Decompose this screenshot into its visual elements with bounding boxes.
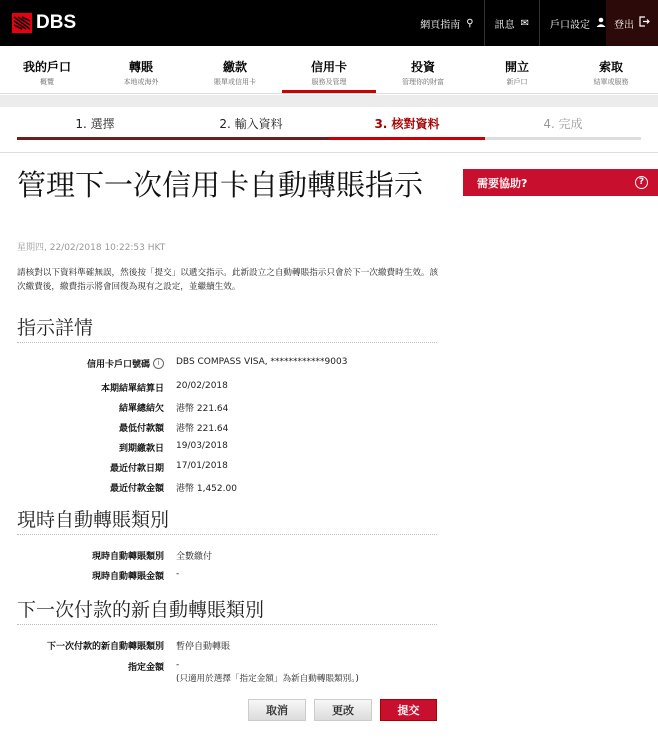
current-row-amount	[0, 569, 440, 585]
nav-label: 索取	[598, 60, 623, 74]
nav-label: 轉賬	[128, 60, 153, 74]
main-nav	[0, 46, 658, 94]
step-select: 1. 選擇	[17, 112, 173, 140]
account-settings-label: 戶口設定	[550, 19, 590, 31]
detail-row-last-payment-date	[0, 461, 440, 477]
detail-note: (只適用於選擇「指定金額」為新自動轉賬類別。)	[176, 674, 359, 684]
detail-value: DBS COMPASS VISA, ************9003	[176, 357, 348, 367]
detail-label: 指定金額	[127, 663, 164, 673]
nav-label: 信用卡	[310, 60, 347, 74]
next-row-amount	[0, 660, 440, 690]
nav-label: 開立	[504, 60, 529, 74]
section-heading-next: 下一次付款的新自動轉賬類別	[17, 599, 265, 621]
dbs-logo[interactable]	[12, 12, 76, 34]
user-icon	[596, 17, 606, 30]
detail-label: 最近付款金額	[109, 484, 164, 494]
step-input: 2. 輸入資料	[173, 112, 329, 140]
nav-label: 我的戶口	[22, 60, 71, 74]
nav-my-accounts[interactable]	[0, 46, 94, 93]
detail-row-statement-balance	[0, 401, 440, 417]
detail-value: -	[176, 660, 180, 670]
detail-label: 信用卡戶口號碼 i	[87, 357, 164, 370]
nav-sublabel: 概覽	[40, 78, 54, 86]
nav-sublabel: 賬單或信用卡	[214, 78, 256, 86]
nav-sublabel: 結單或服務	[593, 78, 629, 86]
brand-name: DBS	[36, 12, 77, 33]
help-label: 需要協助?	[477, 176, 528, 190]
help-panel[interactable]	[463, 169, 658, 196]
logout-icon	[639, 16, 650, 30]
detail-row-card-account	[0, 357, 440, 373]
progress-steps	[17, 112, 641, 140]
detail-value: 全數繳付	[176, 552, 213, 562]
detail-value: 港幣 1,452.00	[176, 484, 237, 494]
detail-label: 最低付款額	[118, 424, 164, 434]
timestamp: 星期四, 22/02/2018 10:22:53 HKT	[17, 243, 166, 253]
logout-label: 登出	[614, 19, 634, 31]
detail-label: 下一次付款的新自動轉賬類別	[46, 642, 164, 652]
messages-label: 訊息	[494, 19, 515, 31]
section-heading-current: 現時自動轉賬類別	[17, 509, 170, 531]
nav-invest[interactable]	[376, 46, 470, 93]
section-divider	[17, 534, 437, 535]
grey-strip	[0, 95, 658, 107]
nav-sublabel: 服務及管理	[311, 78, 347, 86]
dbs-logo-icon	[12, 13, 32, 33]
detail-label: 結單總結欠	[118, 404, 164, 414]
logout-button[interactable]	[606, 0, 658, 46]
detail-row-due-date	[0, 441, 440, 457]
top-links	[410, 0, 616, 46]
detail-value: 20/02/2018	[176, 381, 228, 391]
detail-value: 17/01/2018	[176, 461, 228, 471]
question-icon: ?	[635, 176, 648, 189]
detail-label: 到期繳款日	[118, 444, 164, 454]
step-complete: 4. 完成	[485, 112, 641, 140]
detail-value: -	[176, 569, 180, 579]
nav-label: 繳款	[222, 60, 247, 74]
detail-row-last-payment-amount	[0, 481, 440, 497]
nav-sublabel: 管理你的財富	[402, 78, 444, 86]
intro-text: 請核對以下資料準確無誤，然後按「提交」以遞交指示。此新設立之自動轉賬指示只會於下一次繳費時生效。該次繳費後，繳費指示將會回復為現有之設定，並繼續生效。	[17, 268, 439, 292]
detail-label: 現時自動轉賬金額	[91, 572, 164, 582]
submit-button[interactable]: 提交	[380, 699, 437, 721]
section-divider	[17, 342, 437, 343]
detail-row-minimum-payment	[0, 421, 440, 437]
cancel-button[interactable]: 取消	[248, 699, 306, 721]
nav-sublabel: 本地或海外	[123, 78, 159, 86]
sitemap-icon: ⚲	[466, 17, 474, 29]
nav-open[interactable]	[470, 46, 564, 93]
detail-label: 最近付款日期	[109, 464, 164, 474]
page-title: 管理下一次信用卡自動轉賬指示	[17, 168, 424, 202]
nav-pay[interactable]	[188, 46, 282, 93]
edit-button[interactable]: 更改	[314, 699, 372, 721]
envelope-icon: ✉	[520, 17, 529, 29]
sitemap-label: 網頁指南	[420, 19, 461, 31]
detail-row-statement-date	[0, 381, 440, 397]
detail-value: 暫停自動轉賬	[176, 642, 231, 652]
account-settings-link[interactable]	[539, 0, 616, 46]
detail-value: 19/03/2018	[176, 441, 228, 451]
info-icon[interactable]: i	[153, 358, 164, 369]
next-row-type	[0, 639, 440, 655]
nav-sublabel: 新戶口	[506, 78, 528, 86]
divider	[0, 152, 658, 153]
messages-link[interactable]	[484, 0, 539, 46]
detail-value: 港幣 221.64	[176, 404, 229, 414]
detail-label: 現時自動轉賬類別	[91, 552, 164, 562]
sitemap-link[interactable]	[410, 0, 483, 46]
nav-label: 投資	[410, 60, 435, 74]
section-divider	[17, 624, 437, 625]
nav-credit-card[interactable]	[282, 46, 376, 93]
section-heading-details: 指示詳情	[17, 317, 94, 339]
nav-request[interactable]	[564, 46, 658, 93]
current-row-type	[0, 549, 440, 565]
step-verify: 3. 核對資料	[329, 112, 485, 140]
nav-transfer[interactable]	[94, 46, 188, 93]
detail-value: 港幣 221.64	[176, 424, 229, 434]
top-bar	[0, 0, 658, 46]
detail-label: 本期結單結算日	[100, 384, 164, 394]
